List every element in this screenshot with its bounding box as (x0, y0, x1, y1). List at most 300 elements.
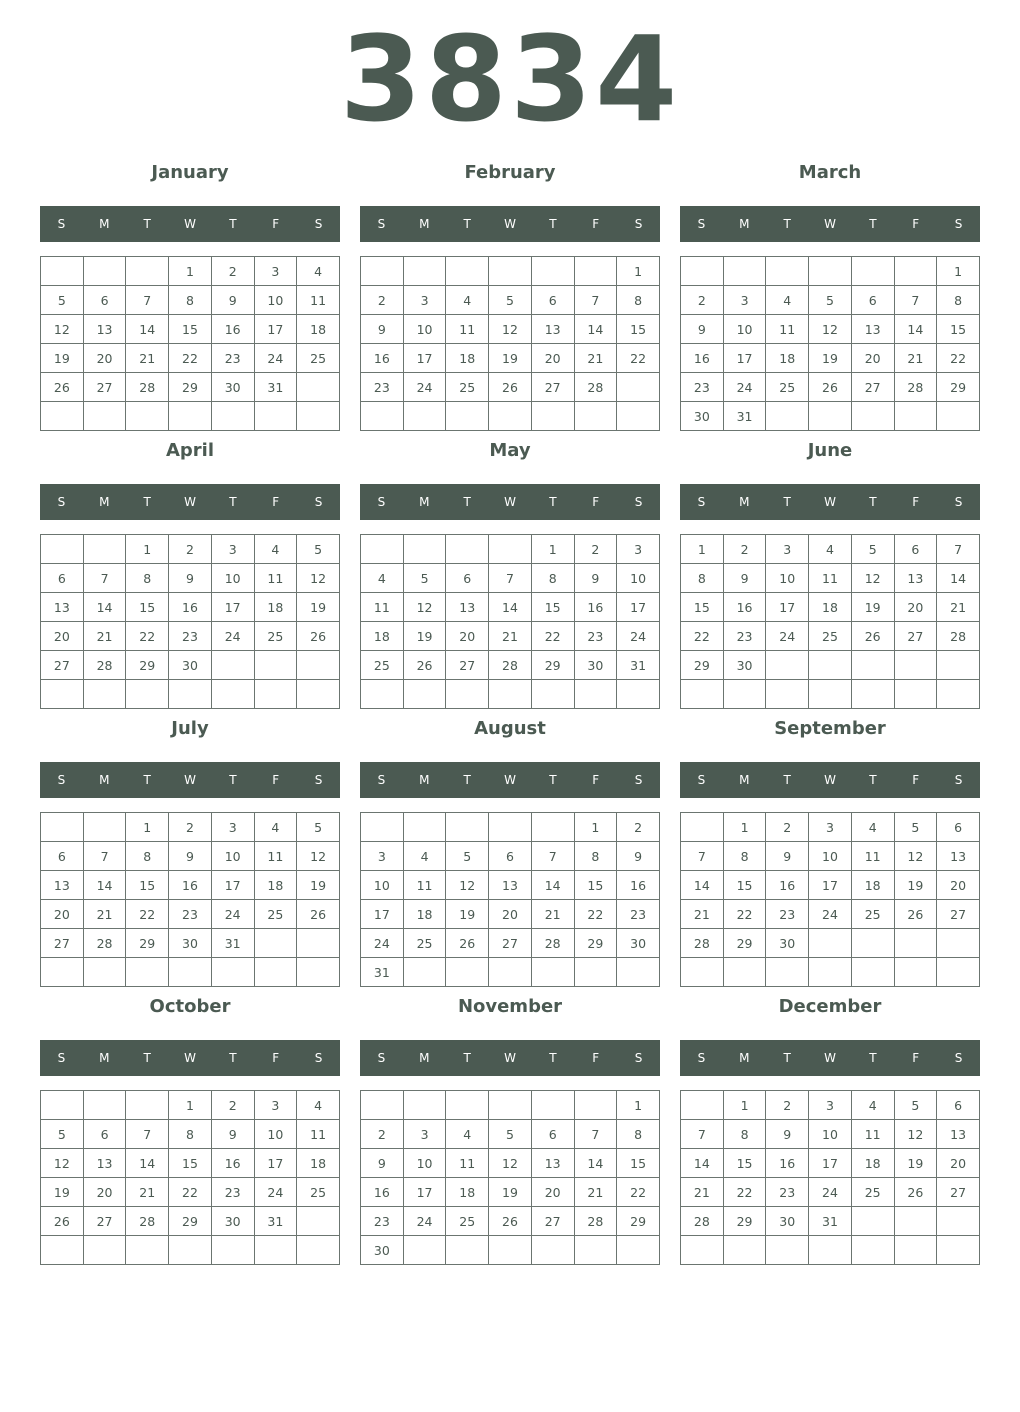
day-cell: 23 (361, 1207, 404, 1236)
weekday-label: M (419, 217, 430, 231)
empty-day-cell (126, 680, 169, 709)
day-cell: 11 (254, 564, 297, 593)
day-cell: 21 (126, 344, 169, 373)
day-cell: 3 (617, 535, 660, 564)
day-cell: 29 (169, 1207, 212, 1236)
day-cell: 4 (297, 257, 340, 286)
day-cell: 21 (83, 622, 126, 651)
day-cell: 19 (297, 871, 340, 900)
empty-day-cell (446, 1236, 489, 1265)
weekday-label: S (697, 1051, 706, 1065)
day-cell: 8 (126, 842, 169, 871)
empty-day-cell (489, 958, 532, 987)
week-row (681, 373, 980, 402)
week-row (681, 813, 980, 842)
empty-day-cell (894, 257, 937, 286)
day-cell: 10 (211, 564, 254, 593)
weekday-label: M (419, 1051, 430, 1065)
weekday-label: T (463, 773, 471, 787)
day-cell: 6 (531, 286, 574, 315)
empty-day-cell (574, 1091, 617, 1120)
empty-day-cell (681, 257, 724, 286)
week-row (361, 842, 660, 871)
day-cell: 13 (851, 315, 894, 344)
day-cell: 18 (446, 1178, 489, 1207)
day-cell: 7 (681, 1120, 724, 1149)
day-cell: 19 (894, 1149, 937, 1178)
day-cell: 26 (489, 1207, 532, 1236)
day-cell: 30 (723, 651, 766, 680)
day-cell: 3 (403, 1120, 446, 1149)
empty-day-cell (446, 680, 489, 709)
day-cell: 26 (41, 373, 84, 402)
month-title: December (778, 996, 882, 1017)
day-cell: 21 (894, 344, 937, 373)
weekday-label: W (504, 495, 516, 509)
day-cell: 11 (361, 593, 404, 622)
day-cell: 12 (446, 871, 489, 900)
day-cell: 20 (531, 344, 574, 373)
weekday-label: W (184, 217, 196, 231)
day-cell: 8 (937, 286, 980, 315)
day-cell: 9 (574, 564, 617, 593)
day-cell: 1 (574, 813, 617, 842)
weekday-label: M (99, 495, 110, 509)
day-cell: 12 (894, 842, 937, 871)
day-cell: 26 (894, 900, 937, 929)
day-cell: 4 (446, 286, 489, 315)
empty-day-cell (169, 402, 212, 431)
day-cell: 19 (851, 593, 894, 622)
week-row (681, 1091, 980, 1120)
weekday-label: F (592, 495, 600, 509)
day-cell: 24 (254, 1178, 297, 1207)
day-cell: 9 (723, 564, 766, 593)
day-cell: 4 (851, 813, 894, 842)
day-cell: 2 (766, 1091, 809, 1120)
day-cell: 14 (894, 315, 937, 344)
day-cell: 12 (809, 315, 852, 344)
empty-day-cell (446, 535, 489, 564)
empty-day-cell (489, 257, 532, 286)
day-cell: 12 (297, 564, 340, 593)
week-row (681, 535, 980, 564)
empty-day-cell (489, 1091, 532, 1120)
empty-day-cell (681, 958, 724, 987)
day-cell: 17 (766, 593, 809, 622)
weekday-label: T (229, 495, 237, 509)
empty-day-cell (766, 651, 809, 680)
weekday-label: S (634, 1051, 643, 1065)
weekday-label: S (57, 773, 66, 787)
day-cell: 14 (574, 1149, 617, 1178)
weekday-label: F (912, 495, 920, 509)
day-cell: 17 (809, 1149, 852, 1178)
day-cell: 25 (766, 373, 809, 402)
day-cell: 1 (617, 1091, 660, 1120)
weekday-label: S (377, 217, 386, 231)
month-title: January (151, 162, 229, 183)
weekday-label: S (377, 773, 386, 787)
empty-day-cell (809, 680, 852, 709)
weekday-label: F (272, 495, 280, 509)
month-title: March (798, 162, 862, 183)
week-row (681, 593, 980, 622)
empty-day-cell (681, 813, 724, 842)
day-cell: 8 (169, 1120, 212, 1149)
day-cell: 21 (681, 900, 724, 929)
week-row (361, 1178, 660, 1207)
day-cell: 10 (809, 842, 852, 871)
day-cell: 29 (531, 651, 574, 680)
day-cell: 23 (211, 1178, 254, 1207)
day-cell: 30 (211, 373, 254, 402)
day-cell: 17 (211, 593, 254, 622)
month-title: June (807, 440, 853, 461)
day-cell: 17 (723, 344, 766, 373)
day-cell: 25 (446, 1207, 489, 1236)
day-cell: 6 (894, 535, 937, 564)
day-cell: 24 (809, 900, 852, 929)
month-march (680, 155, 980, 425)
empty-day-cell (211, 1236, 254, 1265)
day-cell: 22 (574, 900, 617, 929)
week-row (361, 929, 660, 958)
day-cell: 22 (126, 900, 169, 929)
day-cell: 4 (361, 564, 404, 593)
day-cell: 14 (531, 871, 574, 900)
day-cell: 18 (851, 871, 894, 900)
empty-day-cell (894, 680, 937, 709)
day-cell: 9 (169, 564, 212, 593)
month-july (40, 711, 340, 981)
day-cell: 9 (617, 842, 660, 871)
weekday-label: T (229, 1051, 237, 1065)
day-cell: 23 (681, 373, 724, 402)
empty-day-cell (126, 958, 169, 987)
weekday-label: T (869, 1051, 877, 1065)
day-cell: 11 (297, 286, 340, 315)
day-cell: 20 (41, 900, 84, 929)
weekday-label: F (912, 217, 920, 231)
day-cell: 4 (297, 1091, 340, 1120)
week-row (361, 564, 660, 593)
week-row (681, 622, 980, 651)
day-cell: 29 (574, 929, 617, 958)
week-row (681, 680, 980, 709)
empty-day-cell (723, 958, 766, 987)
day-cell: 5 (41, 1120, 84, 1149)
day-cell: 5 (894, 813, 937, 842)
day-cell: 16 (211, 1149, 254, 1178)
empty-day-cell (489, 813, 532, 842)
day-cell: 12 (403, 593, 446, 622)
day-cell: 16 (766, 1149, 809, 1178)
day-cell: 19 (446, 900, 489, 929)
day-cell: 2 (169, 535, 212, 564)
week-row (41, 535, 340, 564)
day-cell: 29 (723, 929, 766, 958)
empty-day-cell (894, 651, 937, 680)
day-cell: 14 (681, 871, 724, 900)
weekday-label: S (377, 495, 386, 509)
week-row (361, 651, 660, 680)
day-cell: 13 (446, 593, 489, 622)
empty-day-cell (894, 929, 937, 958)
day-cell: 24 (403, 373, 446, 402)
day-cell: 28 (83, 929, 126, 958)
day-cell: 24 (766, 622, 809, 651)
empty-day-cell (937, 1207, 980, 1236)
week-row (361, 871, 660, 900)
day-cell: 5 (41, 286, 84, 315)
day-cell: 12 (489, 1149, 532, 1178)
day-cell: 27 (531, 373, 574, 402)
empty-day-cell (809, 958, 852, 987)
day-cell: 14 (83, 871, 126, 900)
week-row (41, 842, 340, 871)
empty-day-cell (403, 1236, 446, 1265)
day-cell: 4 (446, 1120, 489, 1149)
weekday-label: T (143, 217, 151, 231)
week-row (41, 900, 340, 929)
day-grid (40, 1090, 340, 1265)
day-cell: 13 (894, 564, 937, 593)
day-cell: 21 (937, 593, 980, 622)
day-cell: 23 (169, 900, 212, 929)
empty-day-cell (617, 958, 660, 987)
day-cell: 11 (254, 842, 297, 871)
day-cell: 12 (41, 315, 84, 344)
week-row (361, 622, 660, 651)
day-cell: 7 (531, 842, 574, 871)
day-cell: 15 (169, 1149, 212, 1178)
empty-day-cell (83, 680, 126, 709)
empty-day-cell (723, 1236, 766, 1265)
weekday-label: M (99, 773, 110, 787)
weekday-label: M (419, 773, 430, 787)
day-cell: 28 (937, 622, 980, 651)
empty-day-cell (83, 813, 126, 842)
weekday-label: W (504, 773, 516, 787)
day-cell: 27 (894, 622, 937, 651)
empty-day-cell (361, 680, 404, 709)
day-cell: 13 (489, 871, 532, 900)
day-cell: 15 (723, 871, 766, 900)
day-cell: 3 (361, 842, 404, 871)
day-cell: 31 (211, 929, 254, 958)
empty-day-cell (723, 257, 766, 286)
day-cell: 28 (531, 929, 574, 958)
day-cell: 18 (254, 593, 297, 622)
week-row (41, 958, 340, 987)
day-cell: 28 (83, 651, 126, 680)
weekday-label: S (57, 217, 66, 231)
day-cell: 25 (254, 900, 297, 929)
day-cell: 4 (254, 813, 297, 842)
day-cell: 18 (766, 344, 809, 373)
empty-day-cell (297, 651, 340, 680)
day-cell: 27 (83, 1207, 126, 1236)
day-cell: 7 (574, 1120, 617, 1149)
day-cell: 20 (489, 900, 532, 929)
day-cell: 25 (851, 1178, 894, 1207)
weekday-label: S (57, 495, 66, 509)
day-cell: 27 (937, 1178, 980, 1207)
day-cell: 10 (723, 315, 766, 344)
weekday-label: M (739, 773, 750, 787)
empty-day-cell (169, 958, 212, 987)
empty-day-cell (41, 1236, 84, 1265)
empty-day-cell (211, 402, 254, 431)
weekday-label: T (463, 495, 471, 509)
empty-day-cell (361, 1091, 404, 1120)
empty-day-cell (574, 402, 617, 431)
day-cell: 2 (211, 1091, 254, 1120)
day-cell: 15 (681, 593, 724, 622)
empty-day-cell (83, 257, 126, 286)
weekday-label: M (739, 217, 750, 231)
day-cell: 18 (809, 593, 852, 622)
day-cell: 16 (617, 871, 660, 900)
day-cell: 6 (83, 1120, 126, 1149)
day-cell: 11 (297, 1120, 340, 1149)
month-april (40, 433, 340, 703)
day-cell: 9 (361, 1149, 404, 1178)
empty-day-cell (361, 402, 404, 431)
day-cell: 29 (126, 651, 169, 680)
day-cell: 27 (489, 929, 532, 958)
day-cell: 19 (403, 622, 446, 651)
weekday-label: W (504, 217, 516, 231)
week-row (41, 651, 340, 680)
weekday-label: M (739, 1051, 750, 1065)
day-cell: 14 (83, 593, 126, 622)
day-cell: 29 (681, 651, 724, 680)
week-row (361, 344, 660, 373)
month-october (40, 989, 340, 1259)
day-cell: 8 (617, 1120, 660, 1149)
day-cell: 17 (361, 900, 404, 929)
week-row (41, 1207, 340, 1236)
day-cell: 20 (83, 344, 126, 373)
weekday-label: W (824, 1051, 836, 1065)
year-title: 3834 (339, 10, 681, 148)
weekday-label: S (634, 217, 643, 231)
week-row (361, 257, 660, 286)
weekday-label: W (824, 495, 836, 509)
month-december (680, 989, 980, 1259)
day-cell: 15 (126, 593, 169, 622)
day-cell: 10 (617, 564, 660, 593)
week-row (41, 344, 340, 373)
empty-day-cell (574, 680, 617, 709)
day-cell: 26 (41, 1207, 84, 1236)
day-cell: 1 (169, 1091, 212, 1120)
week-row (41, 871, 340, 900)
day-cell: 8 (126, 564, 169, 593)
day-cell: 19 (489, 1178, 532, 1207)
empty-day-cell (489, 402, 532, 431)
month-january (40, 155, 340, 425)
day-cell: 6 (937, 813, 980, 842)
day-cell: 28 (894, 373, 937, 402)
week-row (41, 1120, 340, 1149)
empty-day-cell (809, 1236, 852, 1265)
weekday-label: T (783, 495, 791, 509)
empty-day-cell (617, 1236, 660, 1265)
empty-day-cell (211, 680, 254, 709)
month-september (680, 711, 980, 981)
day-cell: 21 (83, 900, 126, 929)
day-cell: 19 (41, 344, 84, 373)
weekday-label: W (504, 1051, 516, 1065)
weekday-label: W (184, 773, 196, 787)
day-cell: 27 (83, 373, 126, 402)
day-cell: 9 (766, 842, 809, 871)
day-cell: 21 (681, 1178, 724, 1207)
week-row (41, 564, 340, 593)
day-cell: 1 (169, 257, 212, 286)
day-cell: 2 (574, 535, 617, 564)
empty-day-cell (489, 535, 532, 564)
day-cell: 1 (723, 1091, 766, 1120)
day-cell: 16 (574, 593, 617, 622)
empty-day-cell (894, 958, 937, 987)
day-cell: 10 (809, 1120, 852, 1149)
week-row (681, 900, 980, 929)
empty-day-cell (446, 402, 489, 431)
day-grid (40, 534, 340, 709)
weekday-label: T (229, 773, 237, 787)
empty-day-cell (617, 373, 660, 402)
day-cell: 26 (403, 651, 446, 680)
day-cell: 16 (361, 344, 404, 373)
day-cell: 16 (766, 871, 809, 900)
day-cell: 30 (681, 402, 724, 431)
day-cell: 2 (766, 813, 809, 842)
empty-day-cell (83, 1236, 126, 1265)
weekday-label: W (184, 495, 196, 509)
empty-day-cell (297, 373, 340, 402)
day-cell: 15 (531, 593, 574, 622)
day-cell: 13 (531, 1149, 574, 1178)
week-row (41, 315, 340, 344)
month-title: April (165, 440, 215, 461)
day-cell: 14 (126, 315, 169, 344)
empty-day-cell (403, 813, 446, 842)
day-cell: 15 (126, 871, 169, 900)
week-row (361, 1207, 660, 1236)
day-cell: 24 (211, 900, 254, 929)
day-cell: 8 (723, 842, 766, 871)
week-row (681, 257, 980, 286)
month-title: November (457, 996, 563, 1017)
empty-day-cell (809, 929, 852, 958)
day-cell: 22 (531, 622, 574, 651)
day-cell: 5 (446, 842, 489, 871)
empty-day-cell (531, 257, 574, 286)
day-cell: 25 (403, 929, 446, 958)
empty-day-cell (894, 402, 937, 431)
day-cell: 6 (41, 564, 84, 593)
week-row (41, 1149, 340, 1178)
empty-day-cell (403, 535, 446, 564)
empty-day-cell (169, 1236, 212, 1265)
empty-day-cell (403, 1091, 446, 1120)
empty-day-cell (297, 1236, 340, 1265)
day-cell: 12 (894, 1120, 937, 1149)
